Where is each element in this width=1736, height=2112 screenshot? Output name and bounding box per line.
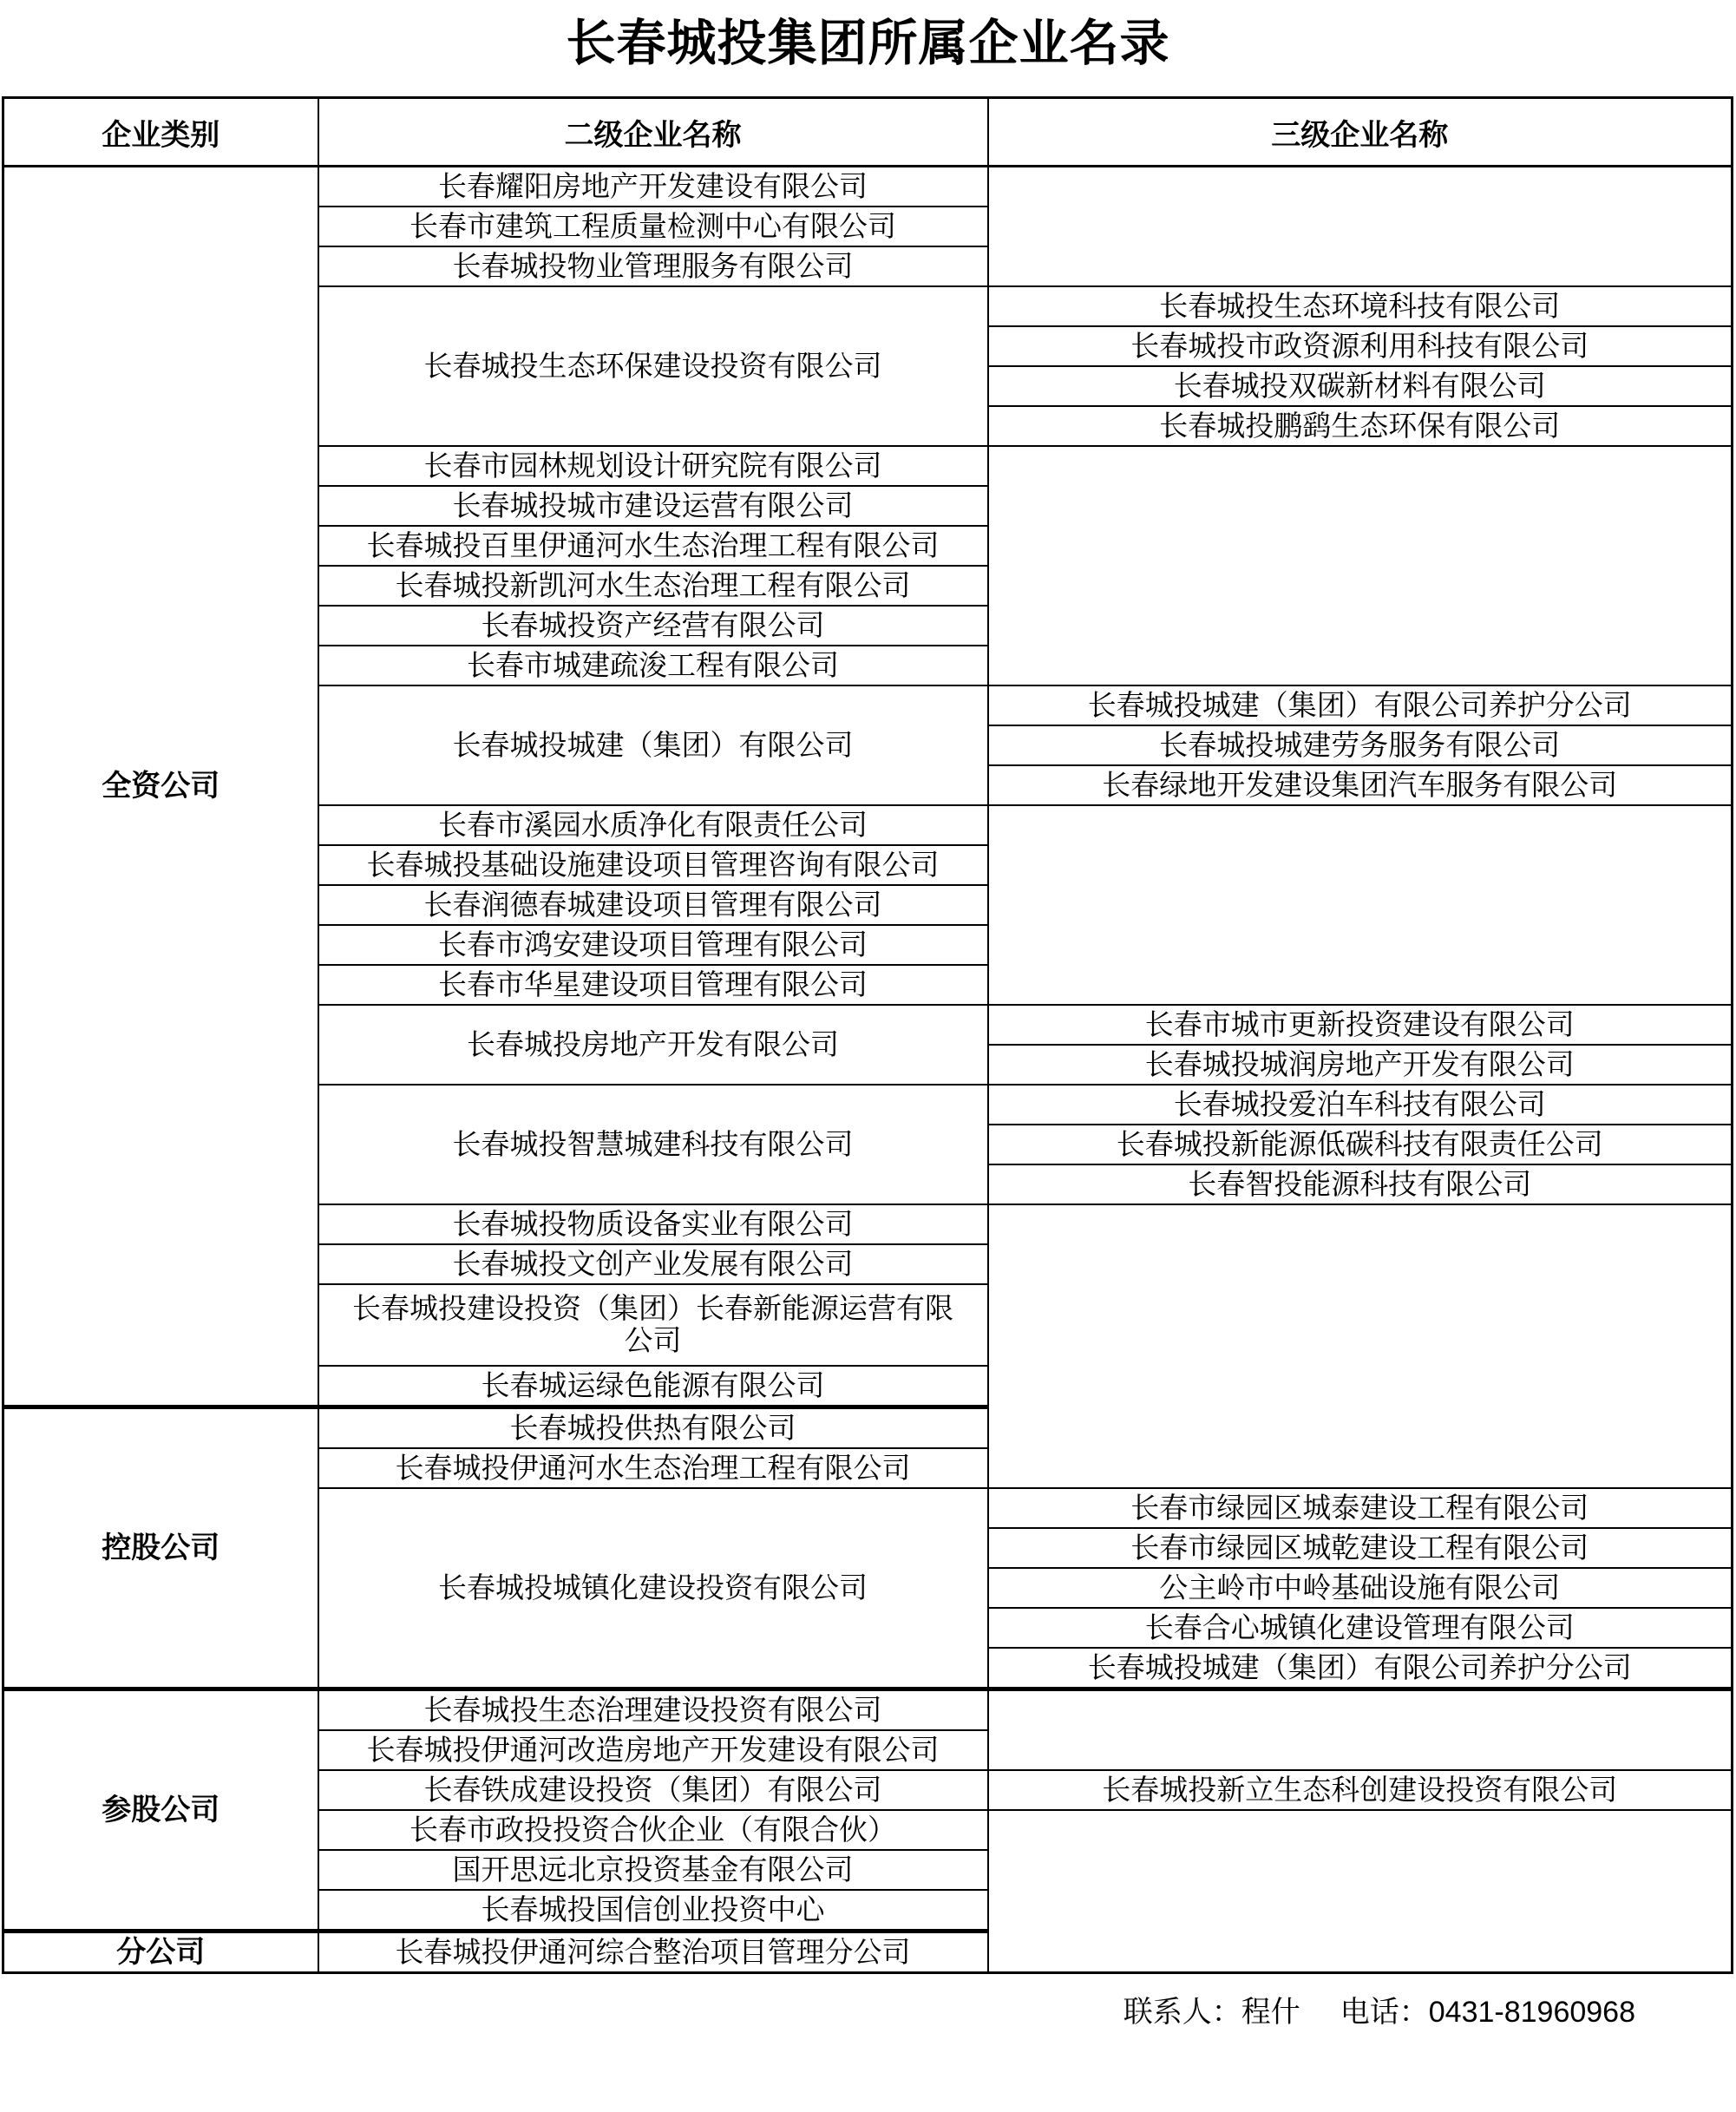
subsidiary-cell: 长春城投双碳新材料有限公司 [988, 366, 1733, 406]
empty-cell [988, 805, 1733, 1005]
category-cell: 参股公司 [3, 1689, 318, 1932]
contact-label: 联系人： [1123, 1996, 1241, 2029]
empty-cell [988, 1689, 1733, 1771]
category-cell: 全资公司 [3, 167, 318, 1407]
company-cell: 长春城投百里伊通河水生态治理工程有限公司 [318, 526, 988, 566]
company-cell: 长春市华星建设项目管理有限公司 [318, 965, 988, 1005]
company-cell: 长春城投物业管理服务有限公司 [318, 246, 988, 286]
company-cell: 国开思远北京投资基金有限公司 [318, 1850, 988, 1890]
subsidiary-cell: 长春城投城建（集团）有限公司养护分公司 [988, 1648, 1733, 1689]
company-cell: 长春城投伊通河综合整治项目管理分公司 [318, 1932, 988, 1973]
column-header-category: 企业类别 [3, 98, 318, 167]
subsidiary-cell: 长春城投城润房地产开发有限公司 [988, 1045, 1733, 1085]
company-cell: 长春市政投投资合伙企业（有限合伙） [318, 1810, 988, 1850]
subsidiary-cell: 长春城投新立生态科创建设投资有限公司 [988, 1770, 1733, 1810]
company-cell: 长春城投文创产业发展有限公司 [318, 1244, 988, 1284]
company-cell: 长春城投智慧城建科技有限公司 [318, 1085, 988, 1204]
subsidiary-cell: 长春城投鹏鹞生态环保有限公司 [988, 406, 1733, 446]
subsidiary-cell: 长春城投新能源低碳科技有限责任公司 [988, 1125, 1733, 1164]
company-cell: 长春润德春城建设项目管理有限公司 [318, 885, 988, 925]
subsidiary-cell: 长春城投生态环境科技有限公司 [988, 286, 1733, 326]
company-cell: 长春市鸿安建设项目管理有限公司 [318, 925, 988, 965]
company-cell: 长春城投伊通河水生态治理工程有限公司 [318, 1448, 988, 1488]
subsidiary-cell: 长春城投爱泊车科技有限公司 [988, 1085, 1733, 1125]
company-cell: 长春城投基础设施建设项目管理咨询有限公司 [318, 845, 988, 885]
empty-cell [988, 446, 1733, 685]
column-header-third-level: 三级企业名称 [988, 98, 1733, 167]
company-cell: 长春市溪园水质净化有限责任公司 [318, 805, 988, 845]
subsidiary-cell: 长春市绿园区城乾建设工程有限公司 [988, 1528, 1733, 1568]
category-cell: 控股公司 [3, 1407, 318, 1689]
empty-cell [988, 167, 1733, 287]
subsidiary-cell: 长春市城市更新投资建设有限公司 [988, 1005, 1733, 1045]
subsidiary-cell: 长春智投能源科技有限公司 [988, 1164, 1733, 1204]
page-title: 长春城投集团所属企业名录 [566, 16, 1170, 71]
company-cell: 长春市园林规划设计研究院有限公司 [318, 446, 988, 486]
subsidiary-cell: 长春城投城建（集团）有限公司养护分公司 [988, 685, 1733, 725]
company-cell: 长春城投新凯河水生态治理工程有限公司 [318, 566, 988, 606]
company-cell: 长春城投物质设备实业有限公司 [318, 1204, 988, 1244]
subsidiary-cell: 长春绿地开发建设集团汽车服务有限公司 [988, 765, 1733, 805]
company-cell: 长春城投房地产开发有限公司 [318, 1005, 988, 1085]
company-cell: 长春城投城建（集团）有限公司 [318, 685, 988, 805]
empty-cell [988, 1810, 1733, 1973]
table-row [3, 1689, 1733, 1731]
table-row [3, 167, 1733, 207]
subsidiary-cell: 长春合心城镇化建设管理有限公司 [988, 1608, 1733, 1648]
company-cell: 长春城投城市建设运营有限公司 [318, 486, 988, 526]
company-cell: 长春城投建设投资（集团）长春新能源运营有限公司 [318, 1284, 988, 1366]
subsidiary-cell: 长春城投城建劳务服务有限公司 [988, 725, 1733, 765]
contact-name: 程什 [1241, 1996, 1300, 2029]
company-cell: 长春城投伊通河改造房地产开发建设有限公司 [318, 1730, 988, 1770]
subsidiary-cell: 公主岭市中岭基础设施有限公司 [988, 1568, 1733, 1608]
company-cell: 长春市城建疏浚工程有限公司 [318, 646, 988, 685]
company-cell: 长春城投供热有限公司 [318, 1407, 988, 1449]
company-cell: 长春城投生态环保建设投资有限公司 [318, 286, 988, 446]
footer-contact [0, 1988, 1736, 2030]
company-cell: 长春城投城镇化建设投资有限公司 [318, 1488, 988, 1689]
header-row [3, 98, 1733, 167]
phone-number: 0431-81960968 [1428, 1996, 1635, 2029]
company-cell: 长春城投资产经营有限公司 [318, 606, 988, 646]
column-header-second-level: 二级企业名称 [318, 98, 988, 167]
company-cell: 长春铁成建设投资（集团）有限公司 [318, 1770, 988, 1810]
phone-label: 电话： [1340, 1996, 1429, 2029]
enterprise-directory-table [2, 96, 1733, 1974]
company-cell: 长春城投国信创业投资中心 [318, 1890, 988, 1932]
company-cell: 长春城投生态治理建设投资有限公司 [318, 1689, 988, 1731]
company-cell: 长春市建筑工程质量检测中心有限公司 [318, 207, 988, 246]
company-cell: 长春城运绿色能源有限公司 [318, 1366, 988, 1407]
empty-cell [988, 1204, 1733, 1488]
subsidiary-cell: 长春城投市政资源利用科技有限公司 [988, 326, 1733, 366]
category-cell: 分公司 [3, 1932, 318, 1973]
subsidiary-cell: 长春市绿园区城泰建设工程有限公司 [988, 1488, 1733, 1528]
company-cell: 长春耀阳房地产开发建设有限公司 [318, 167, 988, 207]
